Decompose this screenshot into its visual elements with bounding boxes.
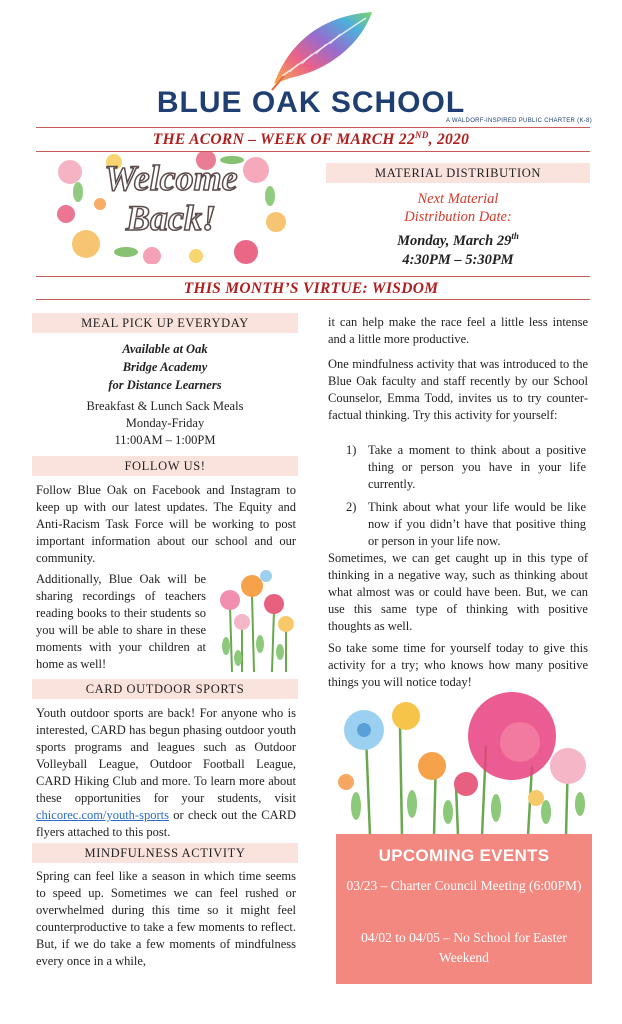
header-divider xyxy=(36,127,590,128)
next-distribution-label xyxy=(326,190,590,226)
step-text: Think about what your life would be like now if you didn’t have that positive thing or person in your life now. xyxy=(368,500,586,548)
feather-logo xyxy=(268,6,380,94)
virtue-bottom-divider xyxy=(36,299,590,300)
virtue-title: THIS MONTH’S VIRTUE: WISDOM xyxy=(183,280,439,297)
welcome-text xyxy=(56,158,286,238)
school-name: BLUE OAK SCHOOL xyxy=(156,86,466,119)
distribution-time: 4:30PM – 5:30PM xyxy=(402,251,514,268)
distribution-date xyxy=(326,227,590,270)
meal-info-line2: Monday-Friday xyxy=(125,416,205,430)
upcoming-events-title: UPCOMING EVENTS xyxy=(378,846,550,865)
mindfulness-paragraph-2: One mindfulness activity that was introduced to the Blue Oak faculty and staff recently by our School Counselor, Emma Todd, invites us to try counter-factual thinking. Try this activity for yourself: xyxy=(328,357,588,422)
welcome-line1: Welcome xyxy=(104,158,238,198)
issue-title-sup: ND xyxy=(415,130,429,140)
step-number: 1) xyxy=(346,443,357,457)
step-text: Take a moment to think about a positive thing or person you have in your life currently. xyxy=(368,443,586,491)
issue-title-end: , 2020 xyxy=(428,131,470,149)
step-item xyxy=(346,442,586,493)
material-distribution-heading: MATERIAL DISTRIBUTION xyxy=(326,163,590,183)
mindfulness-steps xyxy=(346,442,586,556)
mindfulness-paragraph-1-cont: it can help make the race feel a little less intense and a little more productive. xyxy=(328,315,588,346)
card-text-after: or check out the CARD flyers attached to this post. xyxy=(36,808,296,839)
event-item: 03/23 – Charter Council Meeting (6:00PM) xyxy=(346,878,582,893)
meal-avail-line1: Available at Oak xyxy=(122,342,208,356)
next-line2: Distribution Date: xyxy=(404,209,512,225)
follow-paragraph-2: Additionally, Blue Oak will be sharing recordings of teachers reading books to their students so you will be able to share in these moments with your children at home as well! xyxy=(36,572,206,671)
flower-illustration-small xyxy=(212,566,298,674)
mindfulness-paragraph-1: Spring can feel like a season in which time seems to speed up. Sometimes we can feel rushed or overwhelmed during this time so it might feel counterproductive to take a few moments to reflect. But, if we do take a few moments of mindfulness every once in a while, xyxy=(36,869,296,968)
card-link[interactable]: chicorec.com/youth-sports xyxy=(36,808,169,822)
mindfulness-paragraph-3: Sometimes, we can get caught up in this type of thinking in a negative way, such as thinking about what almost was or could have been. But, we can use this same type of thinking with positive thoughts as well. xyxy=(328,551,588,633)
mindfulness-heading: MINDFULNESS ACTIVITY xyxy=(32,843,298,863)
meal-heading: MEAL PICK UP EVERYDAY xyxy=(32,313,298,333)
step-item xyxy=(346,499,586,550)
issue-title xyxy=(0,130,622,149)
date-sup: th xyxy=(511,231,519,241)
event-item: 04/02 to 04/05 – No School for Easter Weekend xyxy=(361,930,567,965)
mindfulness-paragraph-4: So take some time for yourself today to give this activity for a try; who knows how many positive things you will notice today! xyxy=(328,641,588,689)
step-number: 2) xyxy=(346,500,357,514)
card-paragraph xyxy=(36,705,296,841)
meal-avail-line3: for Distance Learners xyxy=(108,378,222,392)
meal-info-line3: 11:00AM – 1:00PM xyxy=(114,433,216,447)
follow-heading: FOLLOW US! xyxy=(32,456,298,476)
school-tagline: A WALDORF-INSPIRED PUBLIC CHARTER (K-8) xyxy=(445,118,592,124)
meal-avail-line2: Bridge Academy xyxy=(122,360,208,374)
meal-info xyxy=(32,398,298,449)
issue-title-main: THE ACORN – WEEK OF MARCH 22 xyxy=(152,131,416,149)
flower-illustration-large xyxy=(336,686,592,836)
date-main: Monday, March 29 xyxy=(397,232,512,249)
card-heading: CARD OUTDOOR SPORTS xyxy=(32,679,298,699)
virtue-top-divider xyxy=(36,276,590,277)
meal-info-line1: Breakfast & Lunch Sack Meals xyxy=(86,399,244,413)
card-text-before: Youth outdoor sports are back! For anyone who is interested, CARD has begun phasing outdoor youth sports programs and leagues such as Outdoor Volleyball League, Outdoor Football League, CARD Hiking Club and more. To learn more about these opportunities for your students, visit xyxy=(36,706,296,805)
meal-availability xyxy=(32,340,298,394)
follow-paragraph-1: Follow Blue Oak on Facebook and Instagram to keep up with our latest updates. The Equity and Anti-Racism Task Force will be working to post important information about our school and our community. xyxy=(36,483,296,565)
next-line1: Next Material xyxy=(417,191,499,207)
welcome-line2: Back! xyxy=(126,198,216,238)
